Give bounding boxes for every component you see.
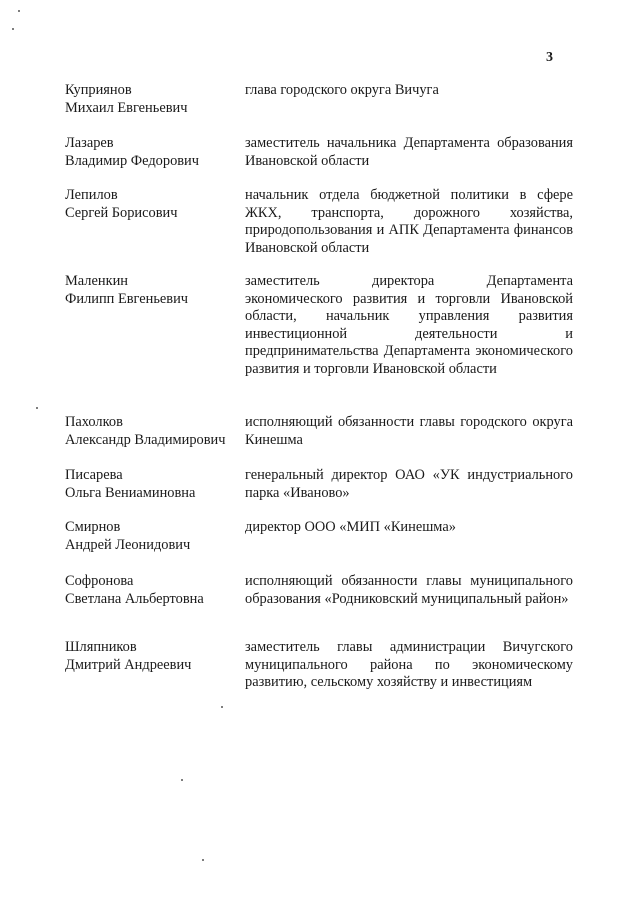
member-name [65, 187, 245, 222]
member-position: директор ООО «МИП «Кинешма» [245, 519, 456, 535]
member-position: исполняющий обязанности главы муниципального образования «Родниковский муниципальный район» [245, 573, 573, 607]
member-name [65, 414, 245, 449]
member-entry [65, 414, 580, 467]
member-entry [65, 187, 580, 273]
member-name [65, 467, 245, 502]
member-surname: Лазарев [65, 135, 114, 151]
member-entry [65, 273, 580, 414]
member-name [65, 135, 245, 170]
member-position: исполняющий обязанности главы городского округа Кинешма [245, 414, 573, 448]
member-entry [65, 135, 580, 187]
member-given-names: Светлана Альбертовна [65, 590, 204, 607]
member-position: генеральный директор ОАО «УК индустриального парка «Иваново» [245, 467, 573, 501]
member-surname: Маленкин [65, 273, 128, 289]
member-entry [65, 467, 580, 519]
member-surname: Лепилов [65, 187, 118, 203]
member-position: глава городского округа Вичуга [245, 82, 439, 98]
member-position: заместитель главы администрации Вичугского муниципального района по экономическому развитию, сельскому хозяйству и инвестициям [245, 639, 573, 690]
member-given-names: Владимир Федорович [65, 152, 199, 169]
member-given-names: Сергей Борисович [65, 204, 178, 221]
member-entry [65, 639, 580, 691]
scan-speck [221, 706, 223, 708]
scan-speck [202, 859, 204, 861]
member-given-names: Филипп Евгеньевич [65, 290, 189, 307]
member-given-names: Андрей Леонидович [65, 536, 191, 553]
member-given-names: Михаил Евгеньевич [65, 99, 188, 116]
scan-speck [18, 10, 20, 12]
member-entry [65, 519, 580, 573]
member-given-names: Ольга Вениаминовна [65, 484, 196, 501]
scan-speck [36, 407, 38, 409]
member-list [65, 82, 580, 691]
member-name [65, 573, 245, 608]
scan-speck [181, 779, 183, 781]
member-name [65, 82, 245, 117]
member-position: заместитель начальника Департамента образования Ивановской области [245, 135, 573, 169]
member-surname: Смирнов [65, 519, 121, 535]
member-position: начальник отдела бюджетной политики в сфере ЖКХ, транспорта, дорожного хозяйства, природопользования и АПК Департамента финансов Ивановской области [245, 187, 573, 256]
member-surname: Софронова [65, 573, 134, 589]
member-given-names: Дмитрий Андреевич [65, 656, 192, 673]
member-surname: Куприянов [65, 82, 132, 98]
member-surname: Писарева [65, 467, 123, 483]
member-surname: Шляпников [65, 639, 137, 655]
page-number: 3 [546, 50, 553, 65]
member-name [65, 519, 245, 554]
member-entry [65, 573, 580, 639]
member-name [65, 273, 245, 308]
scan-speck [12, 28, 14, 30]
member-entry [65, 82, 580, 135]
member-position: заместитель директора Департамента экономического развития и торговли Ивановской области, начальник управления развития инвестиционной деятельности и предпринимательства Департамента экономического развития и торговли Ивановской области [245, 273, 573, 377]
member-surname: Пахолков [65, 414, 123, 430]
member-name [65, 639, 245, 674]
member-given-names: Александр Владимирович [65, 431, 226, 448]
